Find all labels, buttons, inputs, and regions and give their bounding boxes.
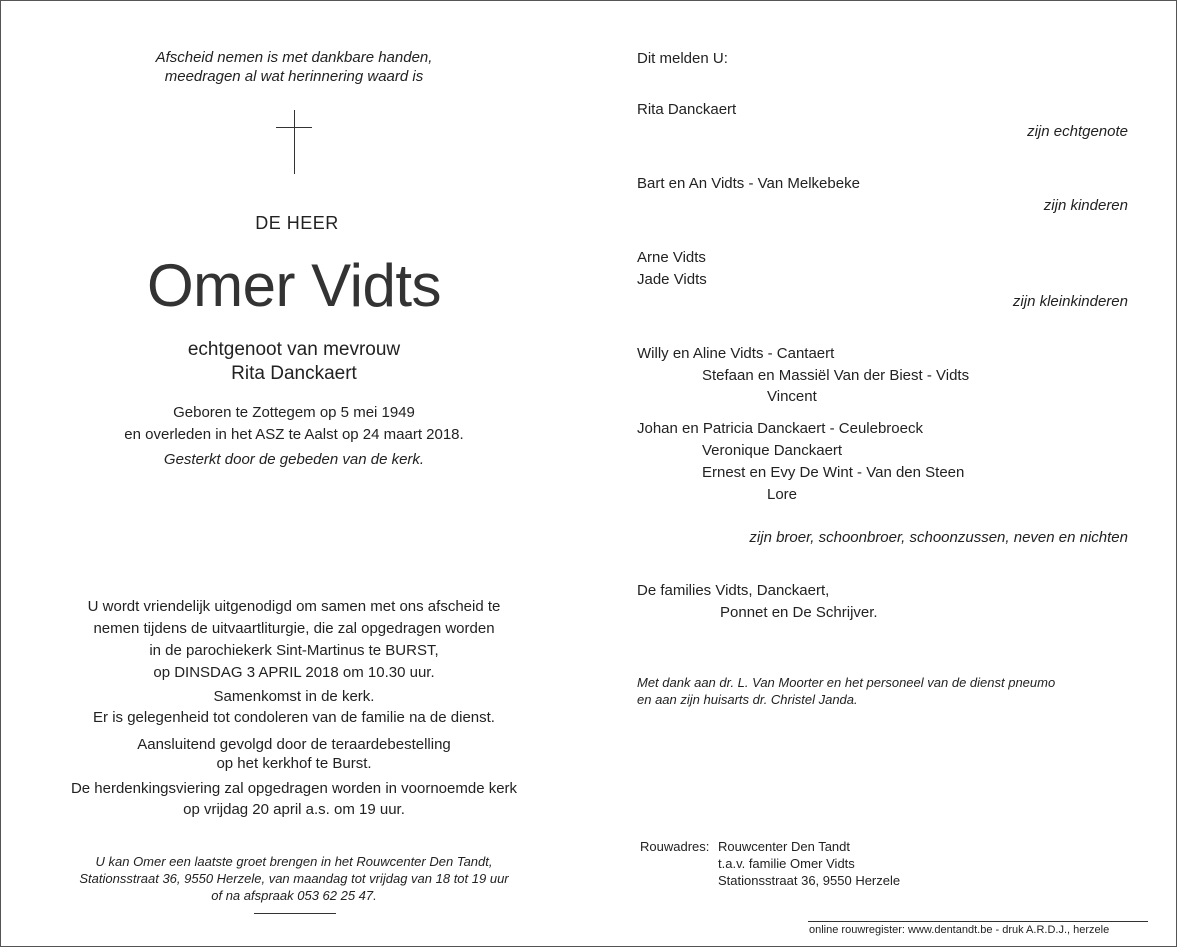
sibling-line: Willy en Aline Vidts - Cantaert	[637, 345, 835, 362]
sibling-line: Johan en Patricia Danckaert - Ceulebroeck	[637, 420, 923, 437]
grandchildren-names	[637, 247, 707, 291]
grandchildren-role: zijn kleinkinderen	[1012, 293, 1128, 310]
address-line: Stationsstraat 36, 9550 Herzele	[718, 873, 901, 888]
spouse-line-2: Rita Danckaert	[231, 363, 357, 384]
thanks-line: en aan zijn huisarts dr. Christel Janda.	[637, 692, 858, 707]
sacrament-line: Gesterkt door de gebeden van de kerk.	[163, 451, 425, 468]
life-dates	[124, 402, 463, 446]
burial-line: op het kerkhof te Burst.	[216, 755, 372, 772]
visit-line: U kan Omer een laatste groet brengen in het Rouwcenter Den Tandt,	[95, 854, 493, 869]
address-label: Rouwadres:	[640, 839, 710, 854]
burial-info	[137, 735, 451, 773]
invitation-line: op DINSDAG 3 APRIL 2018 om 10.30 uur.	[153, 664, 435, 681]
death-line: en overleden in het ASZ te Aalst op 24 maart 2018.	[124, 426, 464, 443]
grandchild-name: Jade Vidts	[637, 271, 707, 288]
funeral-invitation	[88, 596, 501, 684]
grandchild-name: Arne Vidts	[637, 249, 706, 266]
sibling-line: Veronique Danckaert	[702, 442, 843, 459]
invitation-line: in de parochiekerk Sint-Martinus te BURST,	[149, 642, 439, 659]
remembrance-line: op vrijdag 20 april a.s. om 19 uur.	[183, 801, 405, 818]
spouse-line-1: echtgenoot van mevrouw	[187, 339, 401, 360]
sibling-line: Vincent	[767, 388, 817, 405]
closing-rule	[254, 913, 336, 914]
verse-line-1: Afscheid nemen is met dankbare handen,	[155, 49, 433, 66]
visit-line: of na afspraak 053 62 25 47.	[211, 888, 377, 903]
verse-line-2: meedragen al wat herinnering waard is	[164, 68, 424, 85]
address-line: t.a.v. familie Omer Vidts	[718, 856, 855, 871]
address-block	[718, 838, 900, 889]
footer-rule	[808, 921, 1148, 922]
invitation-line: nemen tijdens de uitvaartliturgie, die zal opgedragen worden	[93, 620, 495, 637]
gathering-line: Er is gelegenheid tot condoleren van de familie na de dienst.	[93, 709, 495, 726]
sibling-line: Lore	[767, 486, 798, 503]
burial-line: Aansluitend gevolgd door de teraardebestelling	[137, 736, 451, 753]
verse	[156, 48, 433, 86]
thanks-line: Met dank aan dr. L. Van Moorter en het personeel van de dienst pneumo	[637, 675, 1056, 690]
honorific-title: DE HEER	[255, 213, 339, 233]
footer-credits: online rouwregister: www.dentandt.be - druk A.R.D.J., herzele	[809, 924, 1110, 936]
birth-line: Geboren te Zottegem op 5 mei 1949	[173, 404, 415, 421]
sibling-line: Ernest en Evy De Wint - Van den Steen	[702, 464, 965, 481]
remembrance-line: De herdenkingsviering zal opgedragen worden in voornoemde kerk	[70, 780, 518, 797]
families-line-2: Ponnet en De Schrijver.	[720, 604, 878, 621]
gathering-info	[93, 686, 495, 728]
children-names: Bart en An Vidts - Van Melkebeke	[637, 175, 860, 192]
families-line-1: De families Vidts, Danckaert,	[637, 582, 830, 599]
invitation-line: U wordt vriendelijk uitgenodigd om samen met ons afscheid te	[87, 598, 501, 615]
children-role: zijn kinderen	[1043, 197, 1128, 214]
visit-line: Stationsstraat 36, 9550 Herzele, van maandag tot vrijdag van 18 tot 19 uur	[79, 871, 509, 886]
gathering-line: Samenkomst in de kerk.	[213, 688, 375, 705]
wife-role: zijn echtgenote	[1027, 123, 1128, 140]
thanks-note	[637, 674, 1055, 708]
sibling-line: Stefaan en Massiël Van der Biest - Vidts	[702, 367, 970, 384]
siblings-role: zijn broer, schoonbroer, schoonzussen, neven en nichten	[749, 529, 1128, 546]
spouse-block	[188, 338, 400, 386]
visit-info	[79, 853, 508, 904]
remembrance-info	[71, 778, 517, 820]
intro-line: Dit melden U:	[637, 50, 728, 67]
address-line: Rouwcenter Den Tandt	[718, 839, 851, 854]
cross-icon	[276, 110, 312, 174]
deceased-name: Omer Vidts	[147, 252, 441, 319]
wife-name: Rita Danckaert	[637, 101, 737, 118]
